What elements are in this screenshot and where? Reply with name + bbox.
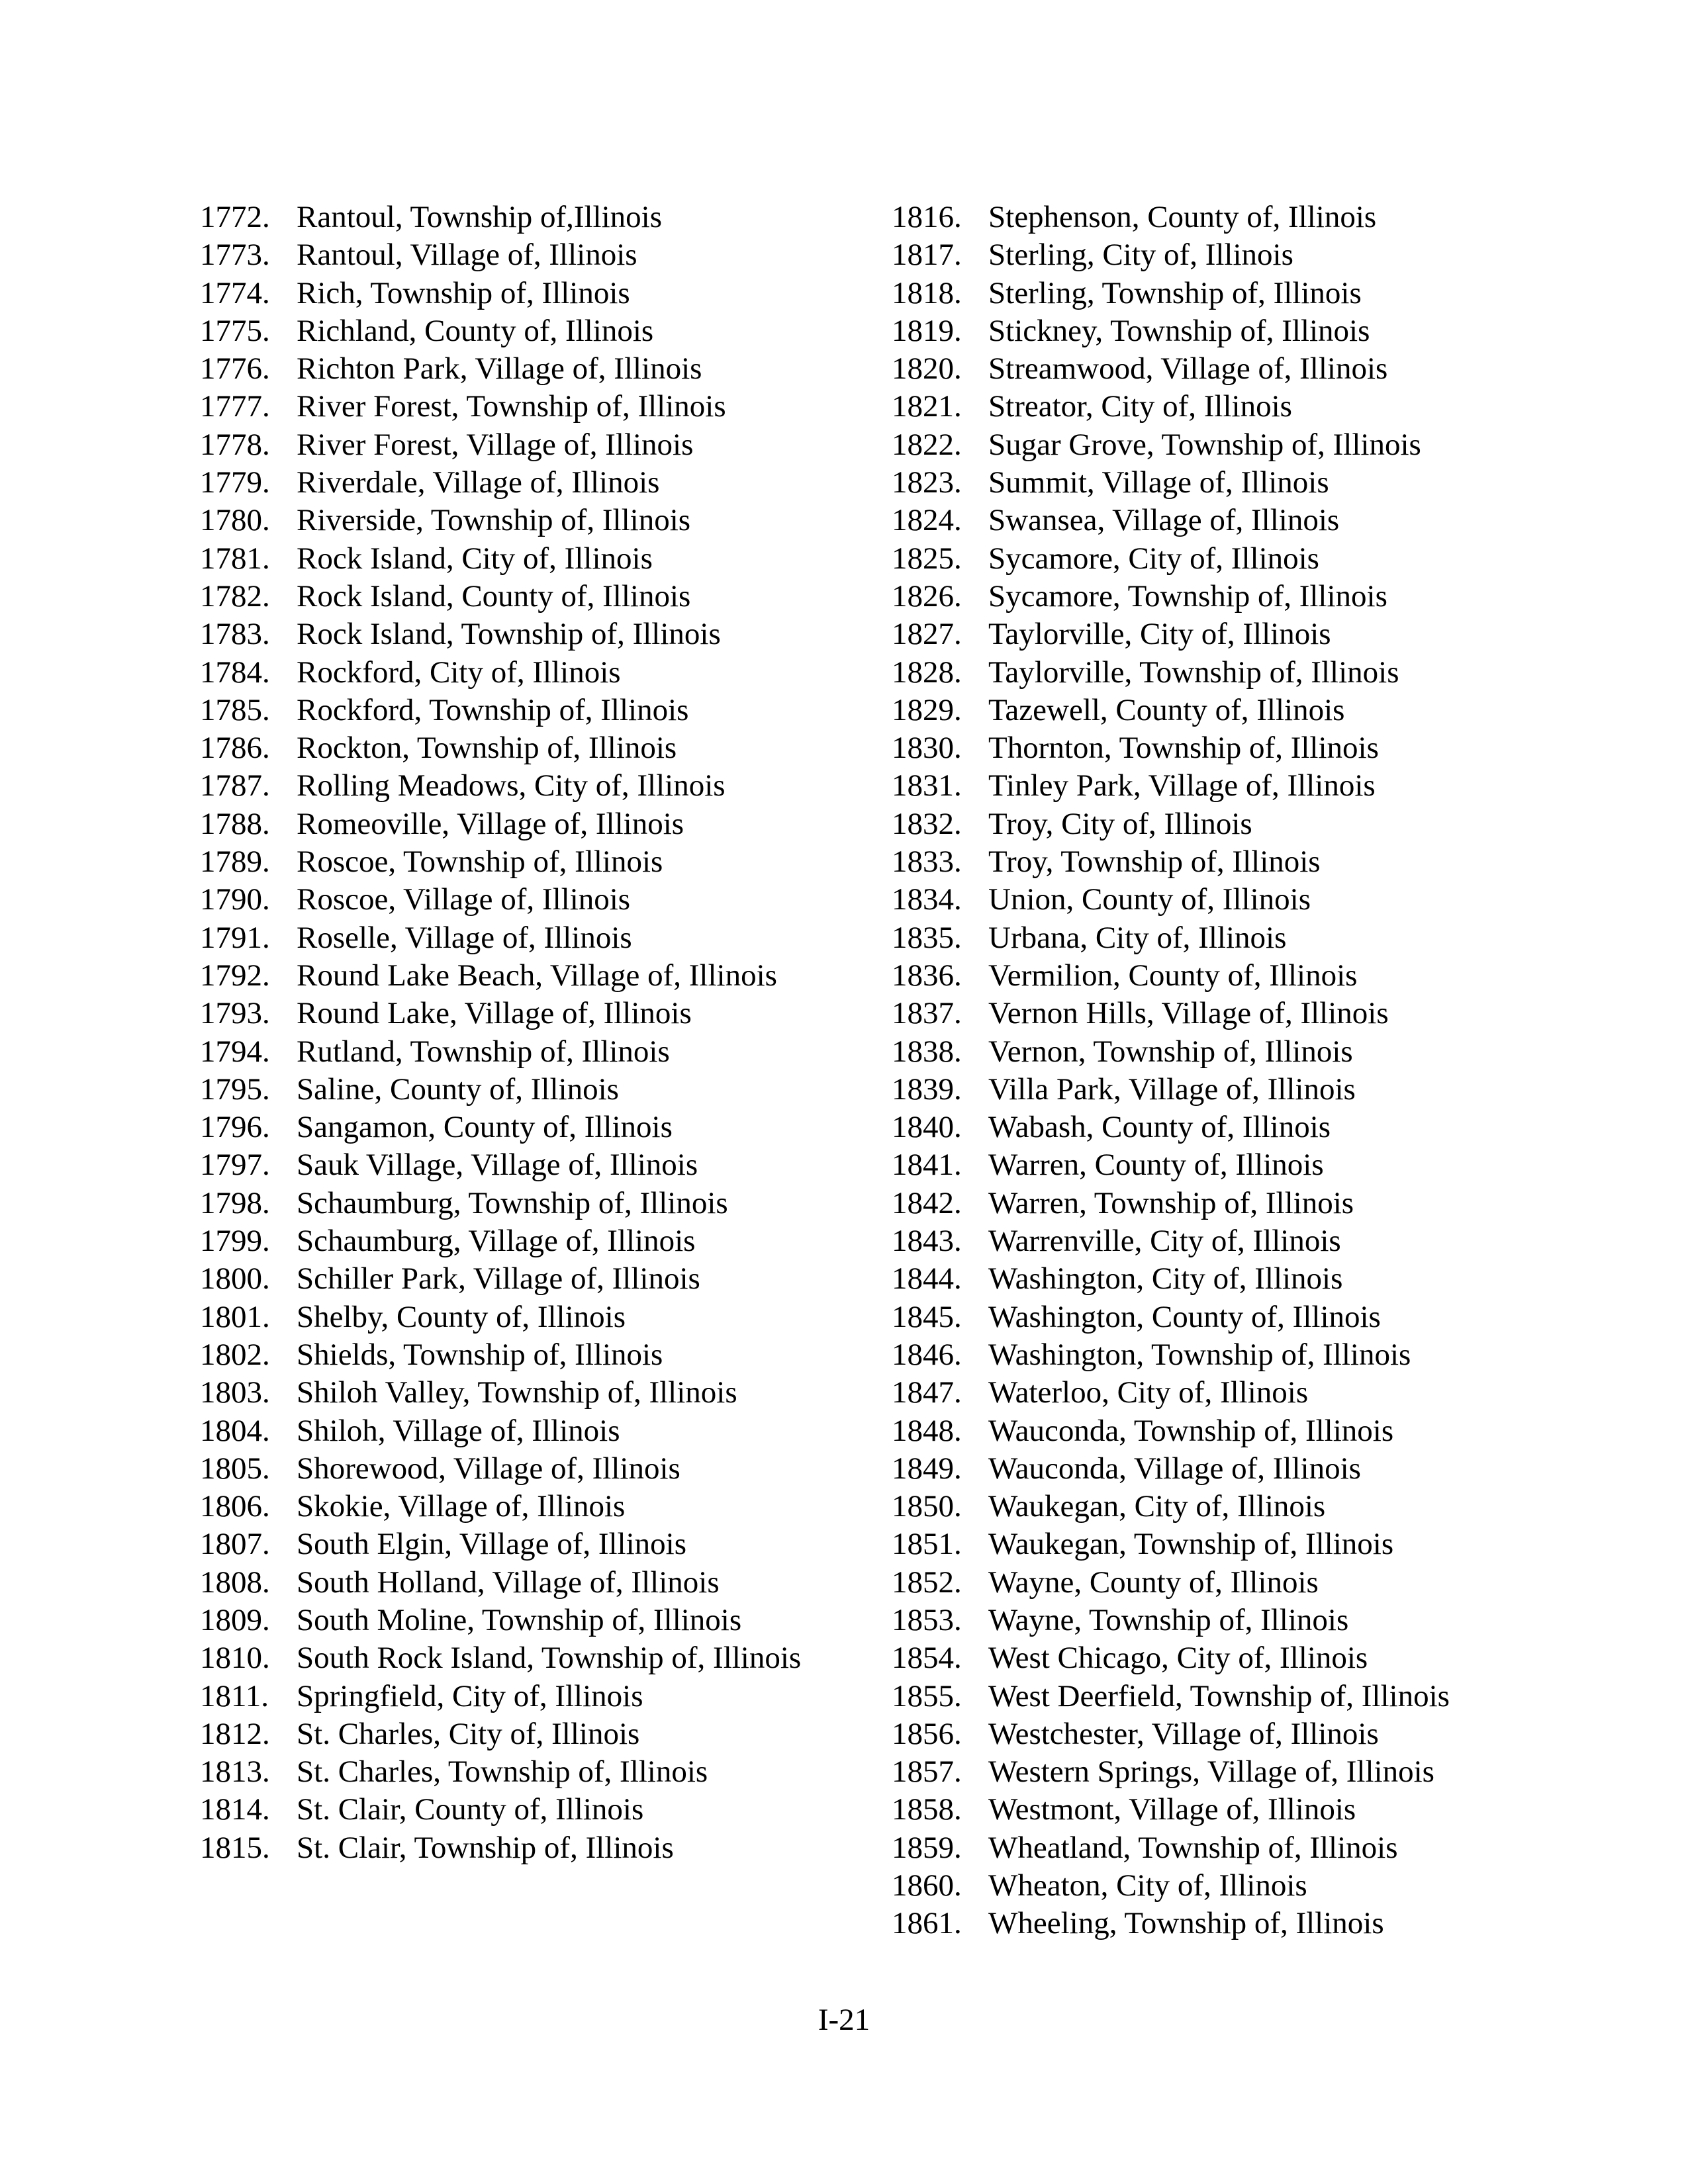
entry-name: Sugar Grove, Township of, Illinois	[988, 427, 1421, 462]
list-item	[200, 615, 862, 653]
entry-name: Western Springs, Village of, Illinois	[988, 1754, 1434, 1790]
entry-name: Riverdale, Village of, Illinois	[297, 465, 660, 500]
entry-name: Shelby, County of, Illinois	[297, 1299, 626, 1334]
entry-name: Shorewood, Village of, Illinois	[297, 1451, 680, 1486]
list-item	[200, 275, 862, 312]
entry-number: 1799.	[200, 1224, 270, 1259]
list-item	[892, 1185, 1554, 1222]
entry-name: Streator, City of, Illinois	[988, 389, 1292, 424]
list-item	[200, 1791, 862, 1829]
entry-number: 1817.	[892, 238, 962, 273]
entry-number: 1841.	[892, 1148, 962, 1183]
entry-number: 1848.	[892, 1413, 962, 1448]
entry-name: St. Charles, Township of, Illinois	[297, 1754, 708, 1790]
list-item	[892, 1109, 1554, 1146]
list-item	[200, 1222, 862, 1260]
entry-number: 1836.	[892, 958, 962, 993]
entry-number: 1773.	[200, 238, 270, 273]
left-column-list	[200, 199, 862, 1867]
entry-number: 1776.	[200, 351, 270, 387]
list-item	[892, 881, 1554, 919]
entry-number: 1824.	[892, 503, 962, 538]
entry-name: Rock Island, County of, Illinois	[297, 578, 691, 614]
entry-name: Rockford, City of, Illinois	[297, 655, 621, 690]
list-item	[200, 1678, 862, 1715]
entry-number: 1822.	[892, 427, 962, 462]
entry-name: West Chicago, City of, Illinois	[988, 1641, 1368, 1676]
entry-number: 1854.	[892, 1641, 962, 1676]
list-item	[892, 275, 1554, 312]
entry-number: 1827.	[892, 617, 962, 652]
list-item	[892, 1564, 1554, 1602]
entry-number: 1850.	[892, 1489, 962, 1524]
entry-name: Skokie, Village of, Illinois	[297, 1489, 626, 1524]
list-item	[892, 236, 1554, 274]
list-item	[200, 578, 862, 615]
entry-name: Vernon, Township of, Illinois	[988, 1034, 1353, 1069]
list-item	[892, 654, 1554, 692]
entry-number: 1812.	[200, 1716, 270, 1751]
list-item	[200, 1298, 862, 1336]
entry-number: 1858.	[892, 1792, 962, 1827]
entry-name: Streamwood, Village of, Illinois	[988, 351, 1388, 387]
list-item	[200, 881, 862, 919]
entry-name: Wauconda, Village of, Illinois	[988, 1451, 1361, 1486]
entry-name: Urbana, City of, Illinois	[988, 920, 1287, 955]
entry-name: Saline, County of, Illinois	[297, 1071, 619, 1107]
list-item	[200, 919, 862, 957]
entry-name: South Rock Island, Township of, Illinois	[297, 1641, 802, 1676]
entry-name: Roscoe, Township of, Illinois	[297, 844, 663, 880]
entry-name: Sycamore, Township of, Illinois	[988, 578, 1387, 614]
entry-name: Warrenville, City of, Illinois	[988, 1224, 1341, 1259]
list-item	[200, 1525, 862, 1563]
list-item	[200, 350, 862, 388]
entry-name: Rutland, Township of, Illinois	[297, 1034, 670, 1069]
entry-number: 1839.	[892, 1071, 962, 1107]
entry-name: Troy, Township of, Illinois	[988, 844, 1321, 880]
entry-name: Shiloh Valley, Township of, Illinois	[297, 1375, 737, 1410]
entry-number: 1777.	[200, 389, 270, 424]
list-item	[200, 1336, 862, 1374]
entry-name: Summit, Village of, Illinois	[988, 465, 1329, 500]
entry-name: South Elgin, Village of, Illinois	[297, 1527, 687, 1562]
list-item	[892, 388, 1554, 426]
list-item	[200, 995, 862, 1032]
entry-name: Roscoe, Village of, Illinois	[297, 882, 631, 917]
list-item	[892, 1412, 1554, 1450]
list-item	[200, 1450, 862, 1488]
entry-number: 1823.	[892, 465, 962, 500]
list-item	[892, 1829, 1554, 1867]
list-item	[200, 464, 862, 502]
entry-number: 1811.	[200, 1678, 269, 1713]
list-item	[200, 1602, 862, 1639]
entry-number: 1860.	[892, 1868, 962, 1903]
list-item	[200, 1260, 862, 1298]
entry-number: 1807.	[200, 1527, 270, 1562]
entry-number: 1831.	[892, 768, 962, 803]
entry-name: Sterling, Township of, Illinois	[988, 275, 1362, 310]
entry-number: 1785.	[200, 692, 270, 727]
entry-number: 1780.	[200, 503, 270, 538]
list-item	[200, 388, 862, 426]
entry-number: 1789.	[200, 844, 270, 880]
entry-number: 1829.	[892, 692, 962, 727]
entry-number: 1840.	[892, 1110, 962, 1145]
entry-name: South Holland, Village of, Illinois	[297, 1565, 720, 1600]
entry-number: 1844.	[892, 1261, 962, 1297]
list-item	[200, 502, 862, 539]
entry-name: Sycamore, City of, Illinois	[988, 541, 1319, 576]
list-item	[892, 1639, 1554, 1677]
entry-name: Westchester, Village of, Illinois	[988, 1716, 1379, 1751]
entry-number: 1788.	[200, 806, 270, 841]
list-item	[892, 767, 1554, 805]
entry-number: 1828.	[892, 655, 962, 690]
entry-name: St. Charles, City of, Illinois	[297, 1716, 640, 1751]
entry-name: Warren, County of, Illinois	[988, 1148, 1324, 1183]
list-item	[892, 692, 1554, 729]
entry-number: 1838.	[892, 1034, 962, 1069]
list-item	[892, 1260, 1554, 1298]
entry-name: Stephenson, County of, Illinois	[988, 200, 1377, 234]
list-item	[892, 805, 1554, 843]
entry-number: 1808.	[200, 1565, 270, 1600]
entry-number: 1804.	[200, 1413, 270, 1448]
list-item	[892, 1715, 1554, 1753]
list-item	[892, 1488, 1554, 1525]
entry-number: 1806.	[200, 1489, 270, 1524]
entry-number: 1825.	[892, 541, 962, 576]
entry-number: 1833.	[892, 844, 962, 880]
entry-number: 1800.	[200, 1261, 270, 1297]
entry-name: Shields, Township of, Illinois	[297, 1337, 663, 1372]
entry-number: 1796.	[200, 1110, 270, 1145]
entry-number: 1861.	[892, 1906, 962, 1941]
entry-number: 1783.	[200, 617, 270, 652]
list-item	[892, 1905, 1554, 1942]
entry-number: 1813.	[200, 1754, 270, 1790]
entry-name: Roselle, Village of, Illinois	[297, 920, 632, 955]
list-item	[892, 1791, 1554, 1829]
list-item	[892, 1525, 1554, 1563]
list-item	[892, 1678, 1554, 1715]
entry-number: 1847.	[892, 1375, 962, 1410]
list-item	[200, 312, 862, 350]
entry-number: 1846.	[892, 1337, 962, 1372]
list-item	[200, 199, 862, 236]
entry-number: 1774.	[200, 275, 270, 310]
list-item	[200, 1071, 862, 1109]
entry-number: 1834.	[892, 882, 962, 917]
entry-name: Rantoul, Township of,Illinois	[297, 200, 663, 234]
entry-name: Westmont, Village of, Illinois	[988, 1792, 1356, 1827]
entry-name: South Moline, Township of, Illinois	[297, 1602, 742, 1637]
list-item	[892, 1298, 1554, 1336]
entry-name: Troy, City of, Illinois	[988, 806, 1252, 841]
entry-name: River Forest, Village of, Illinois	[297, 427, 694, 462]
entry-number: 1818.	[892, 275, 962, 310]
list-item	[892, 1033, 1554, 1071]
entry-name: Richton Park, Village of, Illinois	[297, 351, 702, 387]
page-number: I-21	[818, 2003, 870, 2037]
list-item	[892, 843, 1554, 881]
list-item	[200, 1639, 862, 1677]
list-item	[200, 1488, 862, 1525]
entry-number: 1772.	[200, 200, 270, 234]
entry-number: 1791.	[200, 920, 270, 955]
entry-number: 1830.	[892, 731, 962, 766]
entry-name: Round Lake, Village of, Illinois	[297, 996, 692, 1031]
entry-name: Union, County of, Illinois	[988, 882, 1311, 917]
entry-name: Romeoville, Village of, Illinois	[297, 806, 684, 841]
list-item	[200, 426, 862, 464]
entry-number: 1821.	[892, 389, 962, 424]
entry-name: Wayne, Township of, Illinois	[988, 1602, 1349, 1637]
entry-name: Wheaton, City of, Illinois	[988, 1868, 1307, 1903]
list-item	[892, 502, 1554, 539]
entry-number: 1778.	[200, 427, 270, 462]
entry-number: 1793.	[200, 996, 270, 1031]
list-item	[892, 464, 1554, 502]
list-item	[200, 1412, 862, 1450]
entry-name: Rock Island, Township of, Illinois	[297, 617, 721, 652]
entry-name: Sterling, City of, Illinois	[988, 238, 1293, 273]
list-item	[200, 692, 862, 729]
list-item	[892, 312, 1554, 350]
list-item	[200, 1753, 862, 1791]
entry-name: Rich, Township of, Illinois	[297, 275, 630, 310]
entry-number: 1837.	[892, 996, 962, 1031]
entry-number: 1845.	[892, 1299, 962, 1334]
list-item	[892, 1753, 1554, 1791]
entry-number: 1843.	[892, 1224, 962, 1259]
list-item	[892, 957, 1554, 995]
entry-name: Rock Island, City of, Illinois	[297, 541, 653, 576]
list-item	[892, 1374, 1554, 1412]
entry-number: 1782.	[200, 578, 270, 614]
entry-name: St. Clair, County of, Illinois	[297, 1792, 644, 1827]
list-item	[200, 805, 862, 843]
list-item	[892, 995, 1554, 1032]
entry-name: River Forest, Township of, Illinois	[297, 389, 726, 424]
entry-name: Wheeling, Township of, Illinois	[988, 1906, 1384, 1941]
entry-name: Wauconda, Township of, Illinois	[988, 1413, 1394, 1448]
entry-number: 1809.	[200, 1602, 270, 1637]
list-item	[200, 1185, 862, 1222]
entry-name: Waterloo, City of, Illinois	[988, 1375, 1309, 1410]
entry-name: Round Lake Beach, Village of, Illinois	[297, 958, 777, 993]
entry-name: Sauk Village, Village of, Illinois	[297, 1148, 698, 1183]
entry-name: Schaumburg, Village of, Illinois	[297, 1224, 696, 1259]
entry-number: 1779.	[200, 465, 270, 500]
entry-number: 1819.	[892, 313, 962, 348]
entry-name: Washington, Township of, Illinois	[988, 1337, 1411, 1372]
list-item	[200, 1829, 862, 1867]
entry-name: Rantoul, Village of, Illinois	[297, 238, 637, 273]
entry-number: 1816.	[892, 200, 962, 234]
entry-number: 1801.	[200, 1299, 270, 1334]
entry-number: 1787.	[200, 768, 270, 803]
entry-name: Tinley Park, Village of, Illinois	[988, 768, 1376, 803]
entry-number: 1803.	[200, 1375, 270, 1410]
list-item	[892, 1450, 1554, 1488]
list-item	[200, 957, 862, 995]
entry-name: Washington, County of, Illinois	[988, 1299, 1381, 1334]
list-item	[200, 729, 862, 767]
entry-number: 1835.	[892, 920, 962, 955]
entry-number: 1810.	[200, 1641, 270, 1676]
entry-number: 1832.	[892, 806, 962, 841]
entry-number: 1784.	[200, 655, 270, 690]
list-item	[200, 236, 862, 274]
entry-number: 1842.	[892, 1185, 962, 1220]
list-item	[200, 1146, 862, 1184]
entry-name: Springfield, City of, Illinois	[297, 1678, 643, 1713]
list-item	[892, 540, 1554, 578]
entry-number: 1855.	[892, 1678, 962, 1713]
entry-name: Schiller Park, Village of, Illinois	[297, 1261, 700, 1297]
entry-number: 1852.	[892, 1565, 962, 1600]
entry-number: 1795.	[200, 1071, 270, 1107]
entry-number: 1786.	[200, 731, 270, 766]
list-item	[892, 919, 1554, 957]
list-item	[892, 615, 1554, 653]
list-item	[892, 350, 1554, 388]
entry-name: Riverside, Township of, Illinois	[297, 503, 691, 538]
list-item	[892, 199, 1554, 236]
list-item	[200, 1564, 862, 1602]
entry-number: 1859.	[892, 1830, 962, 1865]
entry-name: Rockton, Township of, Illinois	[297, 731, 677, 766]
list-item	[892, 578, 1554, 615]
entry-name: Sangamon, County of, Illinois	[297, 1110, 673, 1145]
entry-name: Villa Park, Village of, Illinois	[988, 1071, 1356, 1107]
entry-number: 1853.	[892, 1602, 962, 1637]
entry-number: 1851.	[892, 1527, 962, 1562]
list-item	[892, 729, 1554, 767]
entry-name: Taylorville, City of, Illinois	[988, 617, 1331, 652]
entry-name: Warren, Township of, Illinois	[988, 1185, 1354, 1220]
entry-name: Waukegan, City of, Illinois	[988, 1489, 1326, 1524]
list-item	[200, 843, 862, 881]
entry-number: 1775.	[200, 313, 270, 348]
entry-number: 1790.	[200, 882, 270, 917]
entry-name: Taylorville, Township of, Illinois	[988, 655, 1399, 690]
list-item	[200, 540, 862, 578]
list-item	[892, 1867, 1554, 1905]
entry-name: Wayne, County of, Illinois	[988, 1565, 1319, 1600]
entry-name: Stickney, Township of, Illinois	[988, 313, 1370, 348]
list-item	[892, 426, 1554, 464]
list-item	[892, 1222, 1554, 1260]
entry-number: 1802.	[200, 1337, 270, 1372]
entry-name: Washington, City of, Illinois	[988, 1261, 1343, 1297]
list-item	[200, 767, 862, 805]
entry-name: Thornton, Township of, Illinois	[988, 731, 1379, 766]
entry-number: 1857.	[892, 1754, 962, 1790]
entry-number: 1781.	[200, 541, 270, 576]
entry-name: Rolling Meadows, City of, Illinois	[297, 768, 726, 803]
entry-name: Swansea, Village of, Illinois	[988, 503, 1340, 538]
entry-name: Waukegan, Township of, Illinois	[988, 1527, 1394, 1562]
entry-name: Schaumburg, Township of, Illinois	[297, 1185, 728, 1220]
entry-name: Shiloh, Village of, Illinois	[297, 1413, 620, 1448]
entry-name: Wheatland, Township of, Illinois	[988, 1830, 1398, 1865]
entry-number: 1815.	[200, 1830, 270, 1865]
list-item	[892, 1071, 1554, 1109]
list-item	[892, 1336, 1554, 1374]
entry-name: Rockford, Township of, Illinois	[297, 692, 689, 727]
entry-name: Vernon Hills, Village of, Illinois	[988, 996, 1389, 1031]
entry-name: Wabash, County of, Illinois	[988, 1110, 1331, 1145]
entry-number: 1798.	[200, 1185, 270, 1220]
list-item	[200, 1715, 862, 1753]
list-item	[892, 1146, 1554, 1184]
entry-name: Richland, County of, Illinois	[297, 313, 654, 348]
entry-name: Vermilion, County of, Illinois	[988, 958, 1358, 993]
entry-number: 1849.	[892, 1451, 962, 1486]
entry-number: 1856.	[892, 1716, 962, 1751]
entry-number: 1792.	[200, 958, 270, 993]
list-item	[200, 1374, 862, 1412]
right-column-list	[892, 199, 1554, 1943]
list-item	[200, 1033, 862, 1071]
list-item	[200, 654, 862, 692]
entry-number: 1805.	[200, 1451, 270, 1486]
entry-number: 1797.	[200, 1148, 270, 1183]
list-item	[892, 1602, 1554, 1639]
entry-name: St. Clair, Township of, Illinois	[297, 1830, 674, 1865]
entry-number: 1820.	[892, 351, 962, 387]
entry-number: 1826.	[892, 578, 962, 614]
entry-number: 1794.	[200, 1034, 270, 1069]
list-item	[200, 1109, 862, 1146]
entry-name: Tazewell, County of, Illinois	[988, 692, 1345, 727]
entry-number: 1814.	[200, 1792, 270, 1827]
entry-name: West Deerfield, Township of, Illinois	[988, 1678, 1450, 1713]
